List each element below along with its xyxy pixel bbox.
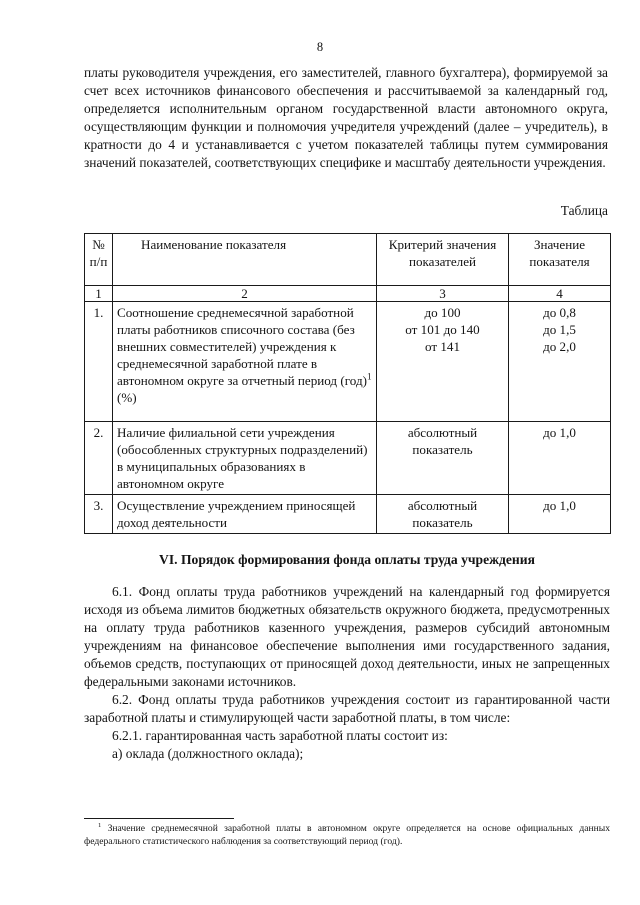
row-name: Наличие филиальной сети учреждения (обособленных структурных подразделений) в муниципальных образованиях в автономном округе bbox=[113, 422, 377, 495]
footnote-divider bbox=[84, 818, 234, 819]
header-num: № п/п bbox=[85, 234, 113, 286]
column-number: 4 bbox=[509, 286, 611, 302]
intro-paragraph: платы руководителя учреждения, его заместителей, главного бухгалтера), формируемой за счет всех источников финансового обеспечения и рассчитываемой за календарный год, определяется исполнительным органом государственной власти автономного округа, осуществляющим функции и полномочия учредителя учреждений (далее – учредитель), в кратности до 4 и устанавливается с учетом показателей таблицы путем суммирования значений показателей, соответствующих специфике и масштабу деятельности учреждения. bbox=[84, 65, 608, 170]
column-number: 2 bbox=[113, 286, 377, 302]
header-name: Наименование показателя bbox=[113, 234, 377, 286]
criterion-item: абсолютный показатель bbox=[407, 425, 478, 457]
column-number: 1 bbox=[85, 286, 113, 302]
row-values bbox=[509, 495, 611, 534]
row-values bbox=[509, 422, 611, 495]
criterion-item: до 100 bbox=[424, 305, 461, 320]
row-values bbox=[509, 302, 611, 422]
header-value: Значение показателя bbox=[509, 234, 611, 286]
criterion-item: абсолютный показатель bbox=[407, 498, 478, 530]
table-row bbox=[85, 422, 611, 495]
value-item: до 0,8 bbox=[543, 305, 576, 320]
row-criteria bbox=[377, 422, 509, 495]
table-caption: Таблица bbox=[560, 203, 608, 218]
footnote-ref: 1 bbox=[366, 371, 372, 382]
footnote bbox=[84, 822, 610, 848]
value-item: до 2,0 bbox=[543, 339, 576, 354]
row-criteria bbox=[377, 495, 509, 534]
value-item: до 1,0 bbox=[543, 425, 576, 440]
paragraph-6-2: 6.2. Фонд оплаты труда работников учреждения состоит из гарантированной части заработной платы и стимулирующей части заработной платы, в том числе: bbox=[84, 692, 610, 725]
paragraph-item-a: а) оклада (должностного оклада); bbox=[112, 746, 304, 761]
footnote-text: Значение среднемесячной заработной платы в автономном округе определяется на основе официальных данных федерального статистического наблюдения за соответствующий период (год). bbox=[84, 823, 610, 847]
column-number: 3 bbox=[377, 286, 509, 302]
value-item: до 1,5 bbox=[543, 322, 576, 337]
row-num: 1. bbox=[85, 302, 113, 422]
row-name: Осуществление учреждением приносящей доход деятельности bbox=[113, 495, 377, 534]
footnote-mark: 1 bbox=[98, 821, 102, 829]
paragraph-6-2-1: 6.2.1. гарантированная часть заработной платы состоит из: bbox=[112, 728, 448, 743]
criterion-item: от 141 bbox=[424, 339, 460, 354]
row-name bbox=[113, 302, 377, 422]
row-num: 2. bbox=[85, 422, 113, 495]
page-number: 8 bbox=[316, 40, 324, 54]
row-criteria bbox=[377, 302, 509, 422]
criterion-item: от 101 до 140 bbox=[405, 322, 480, 337]
row-name-text: Соотношение среднемесячной заработной платы работников списочного состава (без внешних совместителей) учреждения к среднемесячной заработной плате в автономном округе за отчетный период (год) bbox=[117, 305, 367, 388]
row-num: 3. bbox=[85, 495, 113, 534]
header-criterion: Критерий значения показателей bbox=[377, 234, 509, 286]
section-title: VI. Порядок формирования фонда оплаты труда учреждения bbox=[159, 552, 535, 567]
table-row bbox=[85, 302, 611, 422]
table-row bbox=[85, 495, 611, 534]
table-header-row bbox=[85, 234, 611, 286]
column-number-row bbox=[85, 286, 611, 302]
indicators-table bbox=[84, 233, 611, 534]
paragraph-6-1: 6.1. Фонд оплаты труда работников учреждений на календарный год формируется исходя из объема лимитов бюджетных обязательств окружного бюджета, предусмотренных на оплату труда работников казенного учреждения, размеров субсидий автономным учреждениям на финансовое обеспечение выполнения ими государственного задания, объемов средств, поступающих от приносящей доход деятельности, иных не запрещенных федеральными законами источников. bbox=[84, 584, 610, 689]
section-body bbox=[84, 583, 610, 763]
value-item: до 1,0 bbox=[543, 498, 576, 513]
row-name-suffix: (%) bbox=[117, 390, 137, 405]
